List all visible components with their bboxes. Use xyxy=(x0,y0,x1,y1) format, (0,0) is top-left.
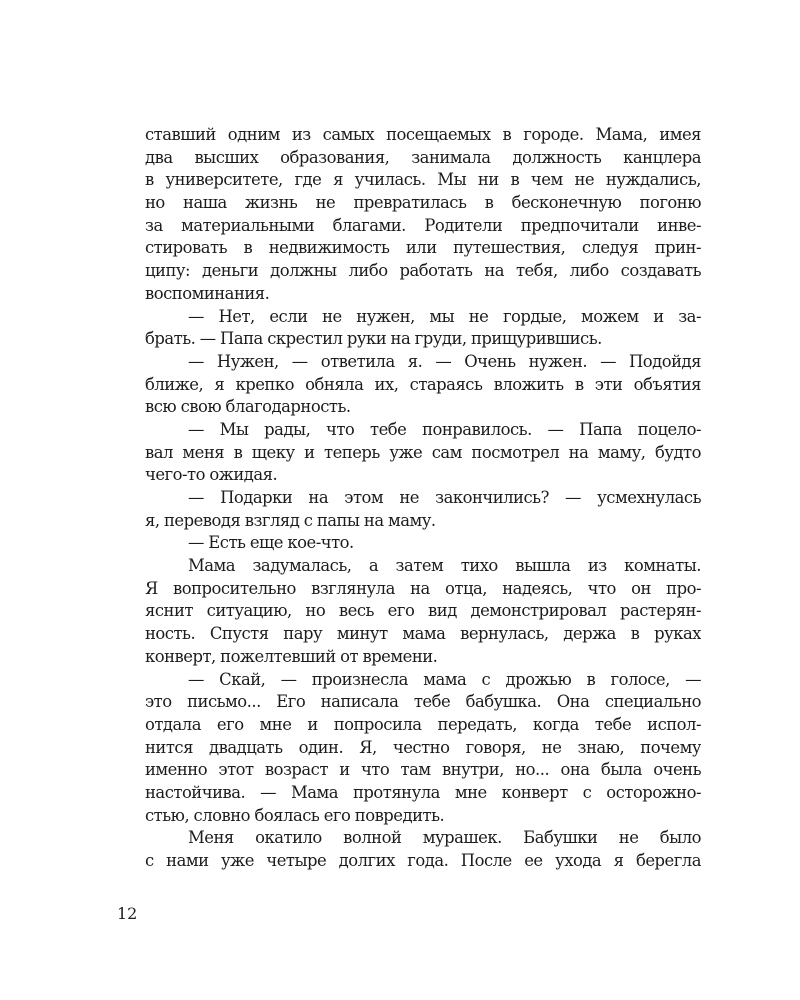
text-line: — Нет, если не нужен, мы не гордые, можем и за- xyxy=(188,306,701,326)
text-line: это письмо... Его написала тебе бабушка. Она специально xyxy=(145,692,701,712)
text-line: — Подарки на этом не закончились? — усмехнулась xyxy=(188,488,701,507)
text-line: стью, словно боялась его повредить. xyxy=(145,805,445,825)
text-line: — Нужен, — ответила я. — Очень нужен. — Подойдя xyxy=(188,351,701,371)
text-line: — Есть еще кое-что. xyxy=(188,533,354,553)
text-line: ближе, я крепко обняла их, стараясь вложить в эти объятия xyxy=(145,374,701,394)
text-line: я, переводя взгляд с папы на маму. xyxy=(145,510,436,530)
text-line: конверт, пожелтевший от времени. xyxy=(145,646,438,666)
text-line: стировать в недвижимость или путешествия, следуя прин- xyxy=(145,238,701,258)
text-line: нится двадцать один. Я, честно говоря, не знаю, почему xyxy=(145,737,701,757)
text-line: — Мы рады, что тебе понравилось. — Папа поцело- xyxy=(188,419,701,439)
text-line: всю свою благодарность. xyxy=(145,397,351,417)
text-line: Мама задумалась, а затем тихо вышла из комнаты. xyxy=(188,556,701,576)
text-line: отдала его мне и попросила передать, когда тебе испол- xyxy=(145,714,701,734)
text-line: Меня окатило волной мурашек. Бабушки не было xyxy=(188,828,701,848)
text-line: Я вопросительно взглянула на отца, надеясь, что он про- xyxy=(145,578,701,598)
text-line: но наша жизнь не превратилась в бесконечную погоню xyxy=(145,193,701,213)
text-line: чего-то ожидая. xyxy=(145,465,278,485)
text-line: ципу: деньги должны либо работать на тебя, либо создавать xyxy=(145,261,701,281)
text-line: воспоминания. xyxy=(145,283,270,303)
text-line: яснит ситуацию, но весь его вид демонстрировал растерян- xyxy=(145,601,701,621)
text-line: два высших образования, занимала должность канцлера xyxy=(145,147,701,167)
text-line: с нами уже четыре долгих года. После ее ухода я берегла xyxy=(145,851,701,870)
page-number: 12 xyxy=(117,904,138,923)
text-line: именно этот возраст и что там внутри, но... она была очень xyxy=(145,760,701,780)
text-line: брать. — Папа скрестил руки на груди, прищурившись. xyxy=(145,329,602,349)
text-line: вал меня в щеку и теперь уже сам посмотрел на маму, будто xyxy=(145,442,701,462)
text-line: в университете, где я училась. Мы ни в чем не нуждались, xyxy=(145,170,701,190)
text-line: за материальными благами. Родители предпочитали инве- xyxy=(145,215,701,235)
text-line: ность. Спустя пару минут мама вернулась, держа в руках xyxy=(145,624,701,644)
text-line: настойчива. — Мама протянула мне конверт с осторожно- xyxy=(145,782,701,802)
body-text xyxy=(145,124,701,873)
text-line: — Скай, — произнесла мама с дрожью в голосе, — xyxy=(188,669,701,689)
text-line: ставший одним из самых посещаемых в городе. Мама, имея xyxy=(145,125,701,144)
